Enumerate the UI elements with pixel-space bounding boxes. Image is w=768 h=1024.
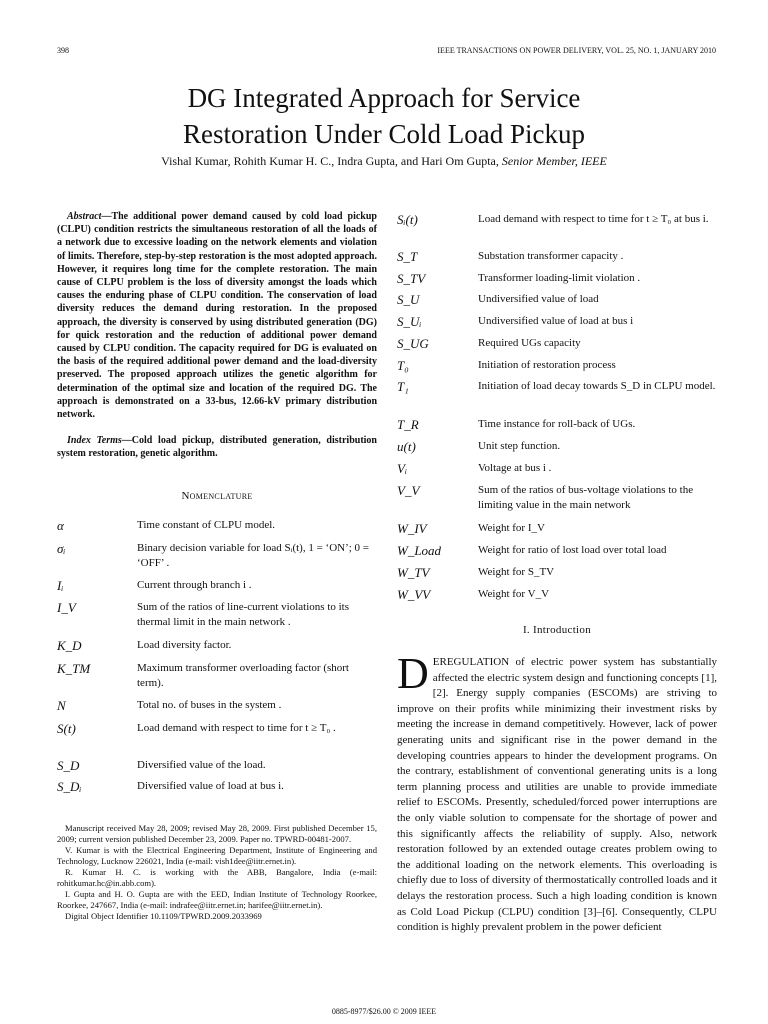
- footnotes: [57, 823, 377, 922]
- abstract-label: Abstract: [67, 211, 102, 222]
- nomenclature-heading: Nomenclature: [181, 490, 253, 502]
- title-line-1: DG Integrated Approach for Service: [187, 83, 581, 113]
- introduction-text: EREGULATION of electric power system has substantially affected the electric system design and functioning concepts [1], [2]. Energy supply companies (ESCOMs) are striving to improve on their profits while minimizing their investment risks by meeting the increase in demand competitively. However, lack of power generating units and significant rise in the power demand in the developing countries appears to hinder the development programs. On the contrary, establishment of conventional generating units is a long term planning process and utilities are unable to provide immediate relief to ESCOMs. Presently, scheduled/forced power interruptions are the only viable solution to compensate for the shortage of power and this significantly affects the reliability of supply. Also, network restoration followed by an extended outage creates problem owing to the additional loading on the network elements. This overloading is chiefly due to loss of diversity of thermostatically controlled loads and it delays the restoration process. Such a high loading condition is known as Cold Load Pickup (CLPU) condition [3]–[6]. Consequently, CLPU condition is highly prevalent problem in the power deficient: [397, 656, 717, 934]
- nomenclature-symbol: S(t): [57, 721, 76, 736]
- nomenclature-description: Load demand with respect to time for t ≥ T₀ .: [137, 722, 336, 734]
- nomenclature-symbol: K_D: [57, 638, 82, 653]
- nomenclature-description: Weight for ratio of lost load over total load: [478, 544, 667, 556]
- nomenclature-symbol: W_VV: [397, 587, 431, 602]
- nomenclature-description: Weight for I_V: [478, 522, 545, 534]
- nomenclature-symbol: S_Uᵢ: [397, 314, 422, 329]
- abstract-text: —The additional power demand caused by cold load pickup (CLPU) condition restricts the simultaneous restoration of all the loads of a network due to excessive loading on the network elements and violation of limits. Therefore, step-by-step restoration is the most adopted approach. However, it requires long time for the complete restoration. The main cause of CLPU problem is the loss of diversity amongst the loads which causes the enduring phase of CLPU condition. The conservation of load diversity reduces the demand during restoration. In the proposed approach, the diversity is conserved by using distributed generation (DG) for quick restoration and the reduction of additional power demand caused by CLPU condition. The capacity required for DG is evaluated on the basis of the required additional power demand and the load-diversity preserved. The proposed approach utilizes the genetic algorithm for determination of the optimal size and location of the required DG. The approach is demonstrated on a 33-bus, 12.66-kV primary distribution network.: [57, 211, 377, 421]
- running-header: IEEE TRANSACTIONS ON POWER DELIVERY, VOL. 25, NO. 1, JANUARY 2010: [437, 46, 716, 55]
- index-terms-text: —Cold load pickup, distributed generation, distribution system restoration, genetic algorithm.: [57, 435, 377, 460]
- abstract: [57, 210, 377, 421]
- nomenclature-description: Undiversified value of load: [478, 293, 599, 305]
- nomenclature-symbol: S_TV: [397, 271, 426, 286]
- drop-cap: D: [397, 649, 429, 698]
- footnote-paragraph: Manuscript received May 28, 2009; revised May 28, 2009. First published December 15, 2009; current version published December 23, 2009. Paper no. TPWRD-00481-2007.: [57, 823, 377, 844]
- nomenclature-symbol: S_Dᵢ: [57, 779, 82, 794]
- nomenclature-symbol: N: [57, 698, 66, 713]
- introduction-body: [397, 649, 717, 936]
- nomenclature-description: Initiation of load decay towards S_D in CLPU model.: [478, 380, 716, 392]
- nomenclature-description: Current through branch i .: [137, 579, 252, 591]
- nomenclature-description: Required UGs capacity: [478, 337, 581, 349]
- nomenclature-symbol: T₁: [397, 379, 409, 394]
- nomenclature-description: Diversified value of the load.: [137, 759, 266, 771]
- nomenclature-symbol: W_Load: [397, 543, 442, 558]
- nomenclature-symbol: S_T: [397, 249, 418, 264]
- nomenclature-symbol: S_D: [57, 758, 80, 773]
- nomenclature-description: Maximum transformer overloading factor (short term).: [137, 662, 349, 689]
- nomenclature-symbol: W_IV: [397, 521, 427, 536]
- nomenclature-description: Unit step function.: [478, 440, 561, 452]
- introduction-heading: I. Introduction: [522, 624, 592, 636]
- copyright-footer: 0885-8977/$26.00 © 2009 IEEE: [331, 1007, 437, 1016]
- page-number: 398: [57, 46, 69, 55]
- nomenclature-description: Transformer loading-limit violation .: [478, 272, 641, 284]
- nomenclature-symbol: W_TV: [397, 565, 430, 580]
- nomenclature-symbol: u(t): [397, 439, 416, 454]
- nomenclature-symbol: S_UG: [397, 336, 429, 351]
- author-membership: Senior Member, IEEE: [501, 154, 607, 168]
- nomenclature-symbol: Iᵢ: [57, 578, 64, 593]
- nomenclature-symbol: S_U: [397, 292, 420, 307]
- footnote-paragraph: R. Kumar H. C. is working with the ABB, Bangalore, India (e-mail: rohitkumar.hc@in.abb.com).: [57, 867, 377, 888]
- nomenclature-symbol: I_V: [57, 600, 76, 615]
- nomenclature-description: Voltage at bus i .: [478, 462, 552, 474]
- nomenclature-symbol: T_R: [397, 417, 419, 432]
- nomenclature-symbol: Vᵢ: [397, 461, 407, 476]
- nomenclature-description: Weight for V_V: [478, 588, 550, 600]
- doi-note: Digital Object Identifier 10.1109/TPWRD.2009.2033969: [65, 911, 262, 921]
- nomenclature-description: Sum of the ratios of bus-voltage violations to the limiting value in the main network: [478, 484, 694, 511]
- footnote-paragraph: I. Gupta and H. O. Gupta are with the EED, Indian Institute of Technology Roorkee, Roorkee, 247667, India (e-mail: indrafee@iitr.ernet.in; harifee@iitr.ernet.in).: [57, 889, 377, 910]
- index-terms: [57, 434, 377, 460]
- nomenclature-description: Undiversified value of load at bus i: [478, 315, 634, 327]
- nomenclature-symbol: Sᵢ(t): [397, 212, 418, 227]
- nomenclature-symbol: V_V: [397, 483, 420, 498]
- nomenclature-description: Diversified value of load at bus i.: [137, 780, 284, 792]
- nomenclature-description: Initiation of restoration process: [478, 359, 616, 371]
- nomenclature-description: Substation transformer capacity .: [478, 250, 624, 262]
- author-list: [0, 154, 768, 169]
- nomenclature-description: Binary decision variable for load Sᵢ(t), 1 = ‘ON’; 0 = ‘OFF’ .: [137, 542, 370, 569]
- nomenclature-symbol: α: [57, 518, 64, 533]
- nomenclature-symbol: T₀: [397, 358, 409, 373]
- nomenclature-description: Total no. of buses in the system .: [137, 699, 282, 711]
- paper-title: [0, 80, 768, 152]
- nomenclature-description: Load demand with respect to time for t ≥ T₀ at bus i.: [478, 213, 709, 225]
- nomenclature-description: Time instance for roll-back of UGs.: [478, 418, 636, 430]
- title-line-2: Restoration Under Cold Load Pickup: [183, 119, 585, 149]
- nomenclature-description: Sum of the ratios of line-current violations to its thermal limit in the main network .: [137, 601, 350, 628]
- nomenclature-symbol: K_TM: [57, 661, 91, 676]
- nomenclature-symbol: σᵢ: [57, 541, 66, 556]
- author-names: Vishal Kumar, Rohith Kumar H. C., Indra Gupta, and Hari Om Gupta,: [161, 154, 499, 168]
- nomenclature-description: Weight for S_TV: [478, 566, 555, 578]
- footnote-paragraph: V. Kumar is with the Electrical Engineering Department, Institute of Engineering and Technology, Lucknow 226021, India (e-mail: vish1dee@iitr.ernet.in).: [57, 845, 377, 866]
- nomenclature-description: Load diversity factor.: [137, 639, 232, 651]
- index-terms-label: Index Terms: [67, 435, 122, 446]
- nomenclature-description: Time constant of CLPU model.: [137, 519, 276, 531]
